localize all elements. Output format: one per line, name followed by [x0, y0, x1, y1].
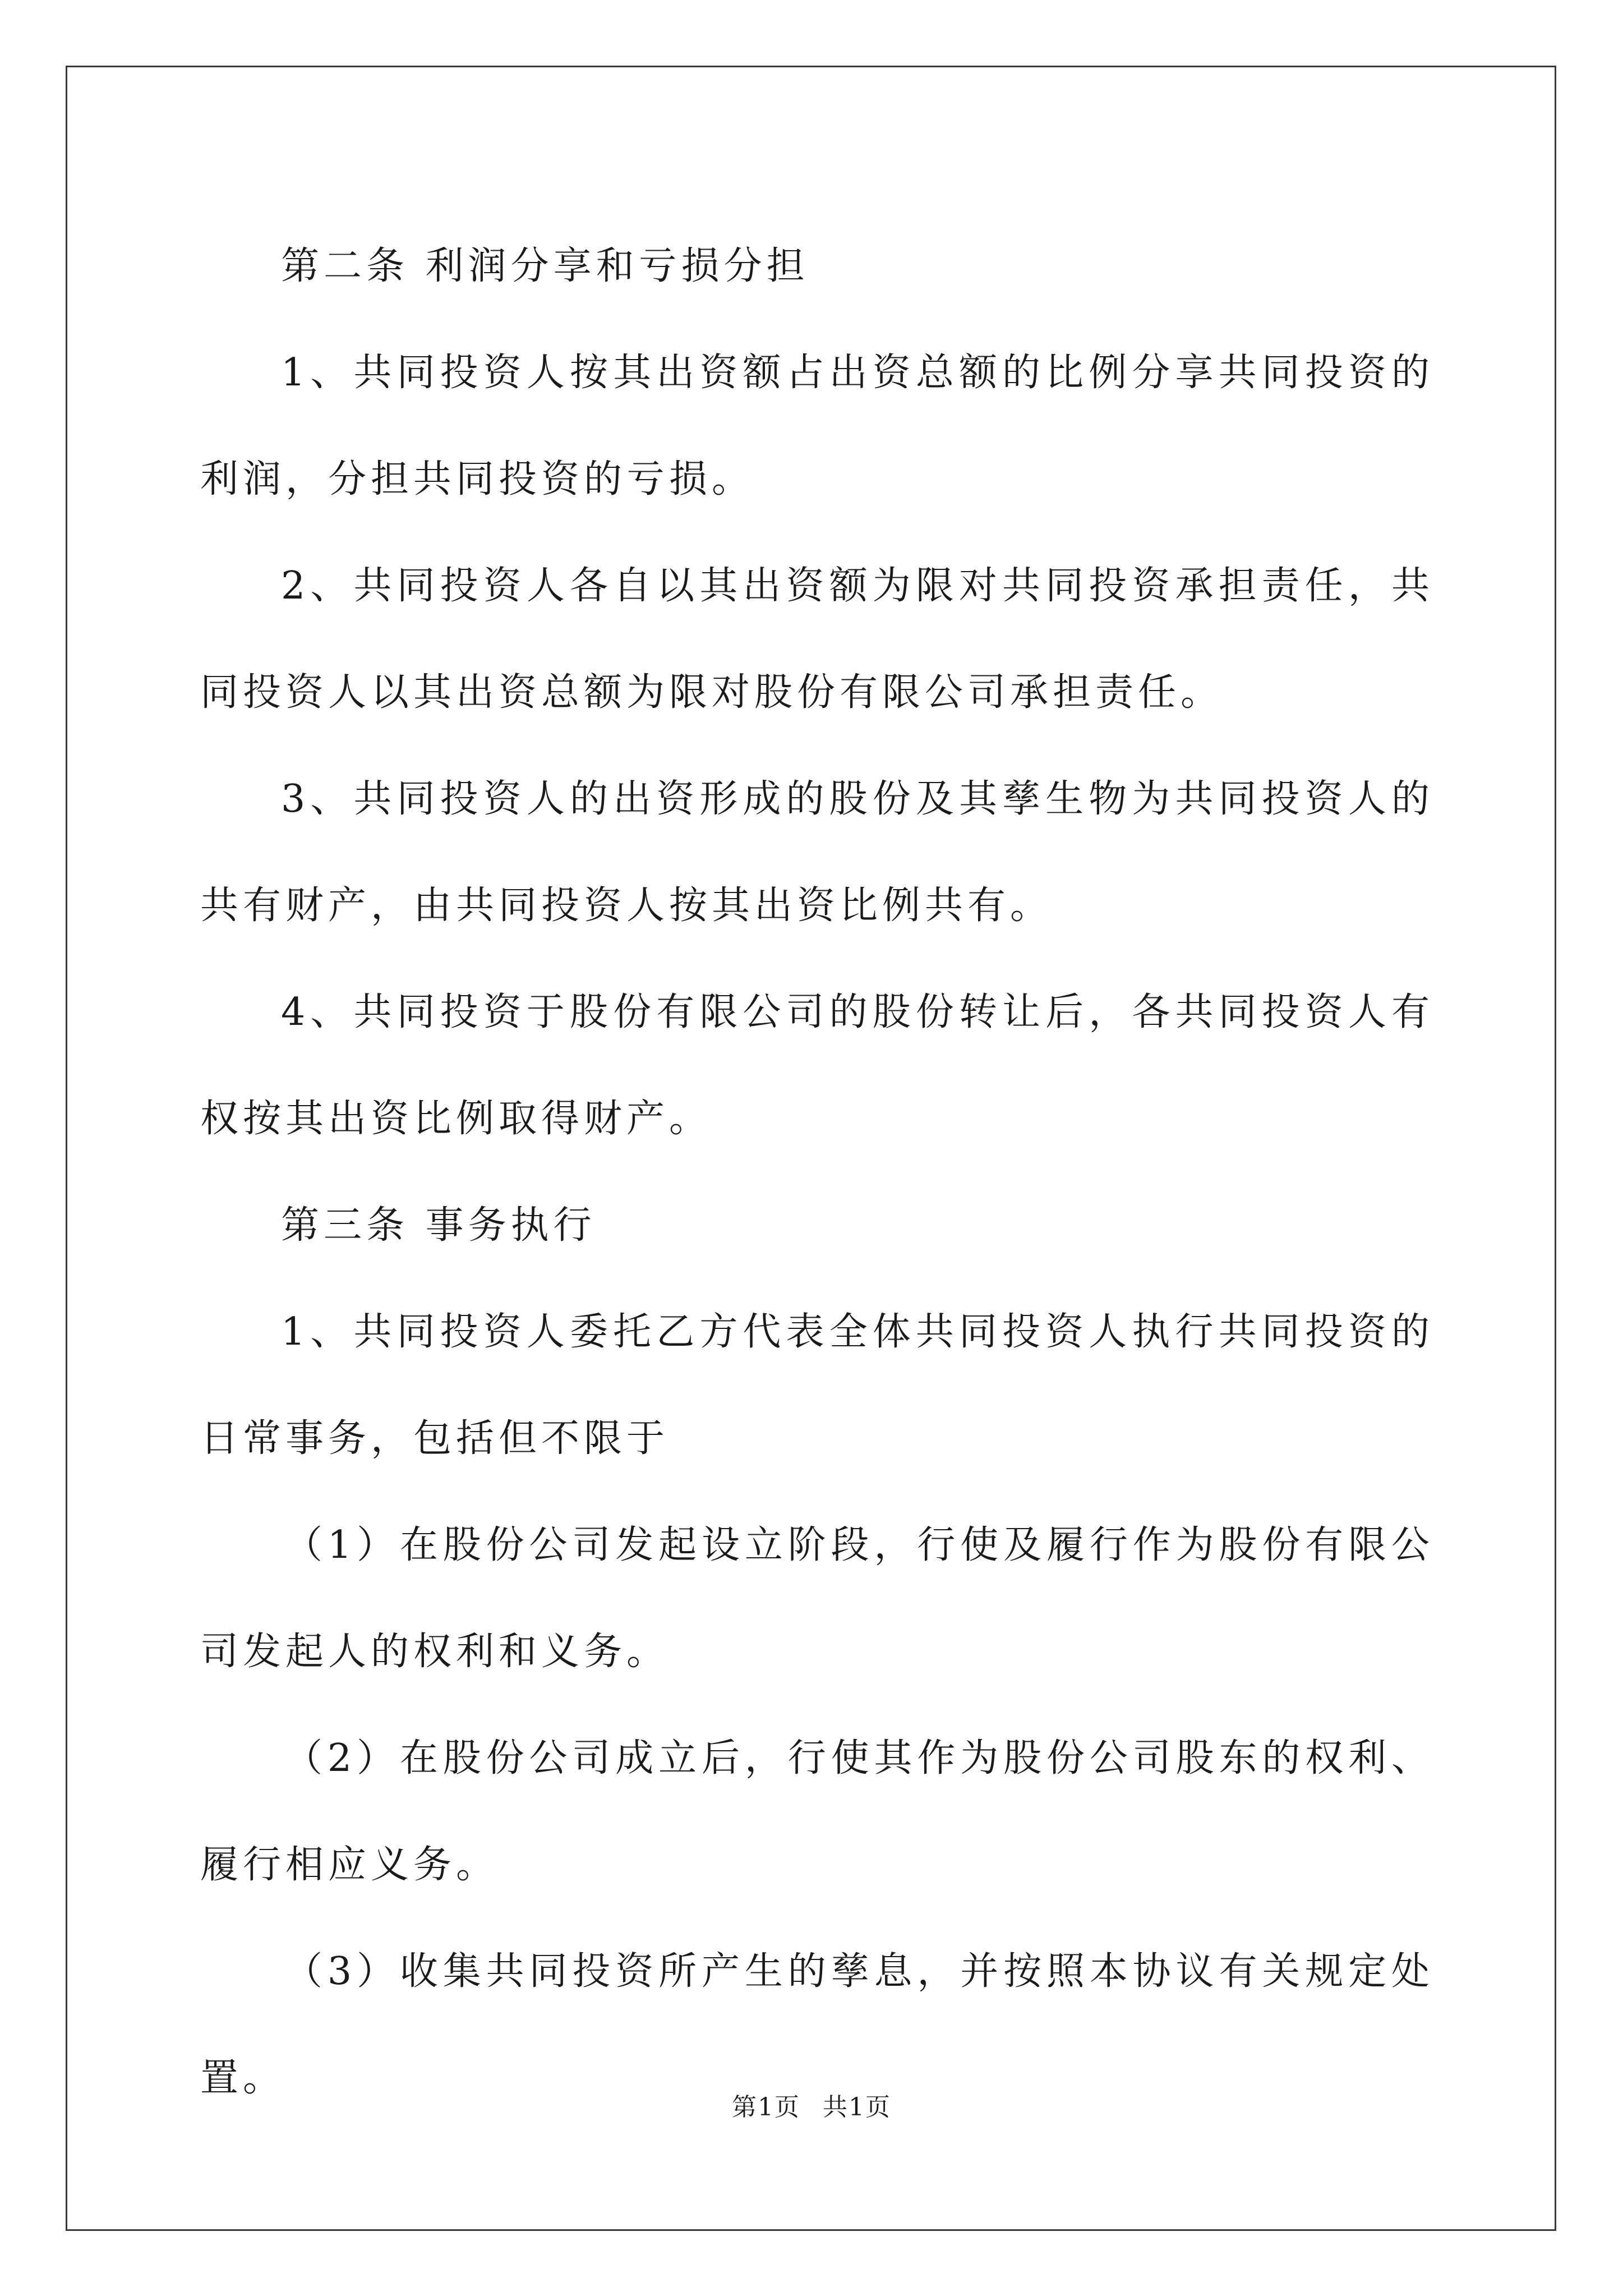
list-item-2: （2）在股份公司成立后，行使其作为股份公司股东的权利、履行相应义务。 [200, 1736, 1434, 1887]
paragraph-profit-sharing: 1、共同投资人按其出资额占出资总额的比例分享共同投资的利润，分担共同投资的亏损。 [200, 351, 1434, 501]
page-number: 第1页 [732, 2093, 800, 2122]
paragraph-delegation: 1、共同投资人委托乙方代表全体共同投资人执行共同投资的日常事务，包括但不限于 [200, 1310, 1434, 1461]
paragraph-share-transfer: 4、共同投资于股份有限公司的股份转让后，各共同投资人有权按其出资比例取得财产。 [200, 990, 1434, 1141]
page-footer [0, 2087, 1623, 2123]
list-item-3: （3）收集共同投资所产生的孳息，并按照本协议有关规定处置。 [200, 1949, 1434, 2100]
paragraph-liability: 2、共同投资人各自以其出资额为限对共同投资承担责任，共同投资人以其出资总额为限对股份有限公司承担责任。 [200, 564, 1434, 715]
page-total: 共1页 [823, 2093, 891, 2122]
article-heading-3: 第三条 事务执行 [281, 1203, 596, 1248]
article-heading-2: 第二条 利润分享和亏损分担 [281, 244, 809, 288]
document-body [200, 213, 1434, 2132]
paragraph-common-property: 3、共同投资人的出资形成的股份及其孳生物为共同投资人的共有财产，由共同投资人按其出资比例共有。 [200, 777, 1434, 928]
list-item-1: （1）在股份公司发起设立阶段，行使及履行作为股份有限公司发起人的权利和义务。 [200, 1523, 1434, 1674]
